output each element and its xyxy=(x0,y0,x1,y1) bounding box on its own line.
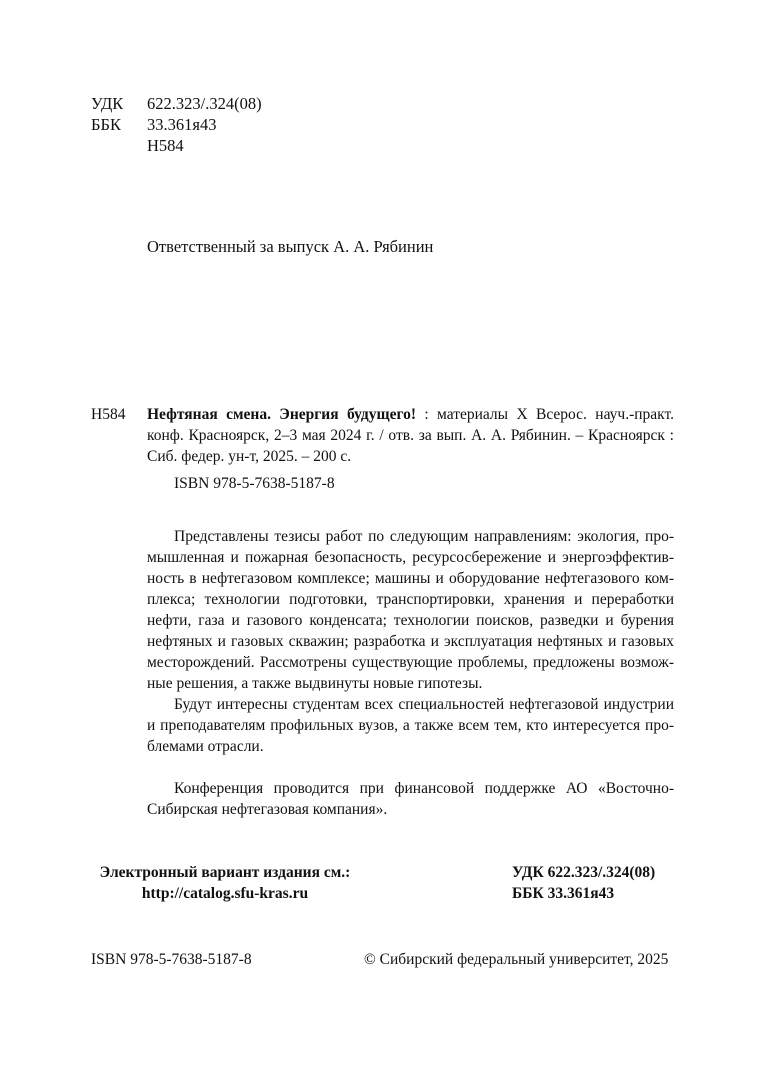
footer-bbk: ББК 33.361я43 xyxy=(512,885,615,902)
responsible-editor: Ответственный за выпуск А. А. Рябинин xyxy=(147,237,434,256)
annotation xyxy=(147,526,674,820)
electronic-version-label: Электронный вариант издания см.: xyxy=(99,864,351,881)
bibliographic-record xyxy=(147,404,674,467)
udk-value: 622.323/.324(08) xyxy=(147,94,262,113)
annotation-paragraph-1: Представлены тезисы работ по следующим направлениям: экология, промышленная и пожарная безопасность, ресурсосбережение и энергоэффективность в нефтегазовом комплексе; машины и оборудование нефтегазового комплекса; технологии подготовки, транспортировки, хранения и переработки нефти, газа и газового конденсата; технологии поисков, разведки и бурения нефтяных и газовых скважин; разработка и эксплуатация нефтяных и газовых месторождений. Рассмотрены существующие проблемы, предложены возможные решения, а также выдвинуты новые гипотезы. xyxy=(147,528,674,692)
bibliography-title: Нефтяная смена. Энергия будущего! xyxy=(147,406,417,423)
copyright-notice: © Сибирский федеральный университет, 2025 xyxy=(364,951,669,968)
author-mark-row xyxy=(91,135,262,156)
footer-classification-codes xyxy=(512,862,655,904)
bbk-label: ББК xyxy=(91,115,121,134)
bbk-row xyxy=(91,114,262,135)
bibliography-details: : материалы X Всерос. науч.-практ. конф. Красноярск, 2–3 мая 2024 г. / отв. за вып. А. А. Рябинин. – Красноярск : Сиб. федер. ун-т, 2025. – 200 с. xyxy=(147,406,674,465)
bibliography-code: Н584 xyxy=(91,406,126,423)
udk-row xyxy=(91,93,262,114)
footer-udk: УДК 622.323/.324(08) xyxy=(512,864,656,881)
author-mark: Н584 xyxy=(147,136,184,155)
electronic-version-url: http://catalog.sfu-kras.ru xyxy=(141,885,309,902)
classification-codes xyxy=(91,93,262,156)
annotation-paragraph-2: Будут интересны студентам всех специальностей нефтегазовой индустрии и преподавателям профильных вузов, а также всем тем, кто интересуется проблемами отрасли. xyxy=(147,696,674,755)
electronic-version-note xyxy=(95,862,355,904)
annotation-paragraph-3: Конференция проводится при финансовой поддержке АО «Восточно-Сибирская нефтегазовая компания». xyxy=(147,780,674,818)
bbk-value: 33.361я43 xyxy=(147,115,217,134)
footer-isbn: ISBN 978-5-7638-5187-8 xyxy=(91,951,252,968)
bibliography-isbn: ISBN 978-5-7638-5187-8 xyxy=(174,475,335,492)
udk-label: УДК xyxy=(91,94,124,113)
